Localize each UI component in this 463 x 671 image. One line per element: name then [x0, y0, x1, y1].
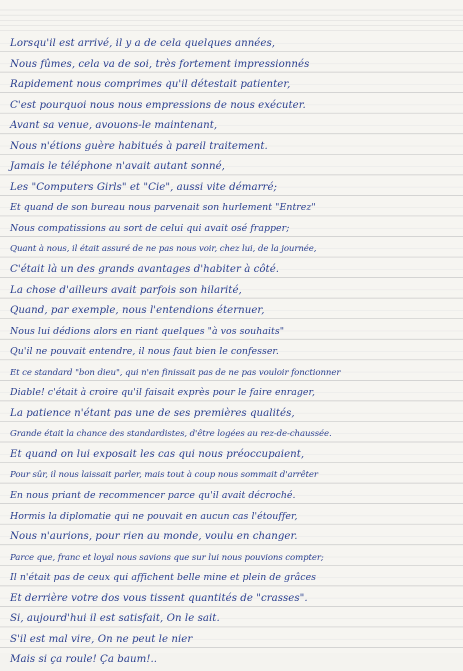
line-28: Et derrière votre dos vous tissent quantités de "crasses". [10, 592, 308, 604]
line-1: Lorsqu'il est arrivé, il y a de cela quelques années, [10, 38, 276, 49]
line-12: C'était là un des grands avantages d'habiter à côté. [10, 264, 280, 276]
line-14: Quand, par exemple, nous l'entendions éternuer, [10, 305, 265, 317]
line-20: Grande était la chance des standardistes, d'être logées au rez-de-chaussée. [10, 429, 332, 440]
line-2: Nous fûmes, cela va de soi, très fortement impressionnés [10, 58, 310, 70]
line-24: Hormis la diplomatie qui ne pouvait en aucun cas l'étouffer, [10, 510, 298, 522]
line-16: Qu'il ne pouvait entendre, il nous faut bien le confesser. [10, 346, 279, 358]
line-19: La patience n'étant pas une de ses premières qualités, [10, 407, 295, 419]
line-8: Les "Computers Girls" et "Cie", aussi vite démarré; [10, 181, 278, 193]
line-18: Diable! c'était à croire qu'il faisait exprès pour le faire enrager, [10, 387, 316, 399]
line-9: Et quand de son bureau nous parvenait son hurlement "Entrez" [10, 202, 316, 214]
line-23: En nous priant de recommencer parce qu'il avait décroché. [10, 490, 296, 502]
line-29: Si, aujourd'hui il est satisfait, On le sait. [10, 613, 220, 625]
line-17: Et ce standard "bon dieu", qui n'en finissait pas de ne pas vouloir fonctionner [10, 367, 341, 378]
line-13: La chose d'ailleurs avait parfois son hilarité, [10, 284, 242, 296]
line-7: Jamais le téléphone n'avait autant sonné, [10, 161, 225, 173]
line-22: Pour sûr, il nous laissait parler, mais tout à coup nous sommait d'arrêter [10, 470, 318, 481]
line-3: Rapidement nous comprimes qu'il détestait patienter, [10, 79, 291, 91]
line-31: Mais si ça roule! Ça baum!.. [10, 654, 158, 666]
line-27: Il n'était pas de ceux qui affichent belle mine et plein de grâces [10, 572, 317, 584]
poem-text [0, 34, 463, 671]
line-30: S'il est mal vire, On ne peut le nier [10, 633, 193, 645]
line-4: C'est pourquoi nous nous empressions de nous exécuter. [10, 99, 306, 111]
line-21: Et quand on lui exposait les cas qui nous préoccupaient, [10, 448, 305, 460]
line-5: Avant sa venue, avouons-le maintenant, [10, 120, 218, 132]
line-25: Nous n'aurions, pour rien au monde, voulu en changer. [10, 531, 298, 543]
line-10: Nous compatissions au sort de celui qui avait osé frapper; [10, 222, 290, 234]
line-15: Nous lui dédions alors en riant quelques "à vos souhaits" [10, 325, 285, 337]
line-6: Nous n'étions guère habitués à pareil traitement. [10, 140, 268, 152]
line-11: Quant à nous, il était assuré de ne pas nous voir, chez lui, de la journée, [10, 244, 317, 255]
line-26: Parce que, franc et loyal nous savions que sur lui nous pouvions compter; [10, 552, 324, 563]
